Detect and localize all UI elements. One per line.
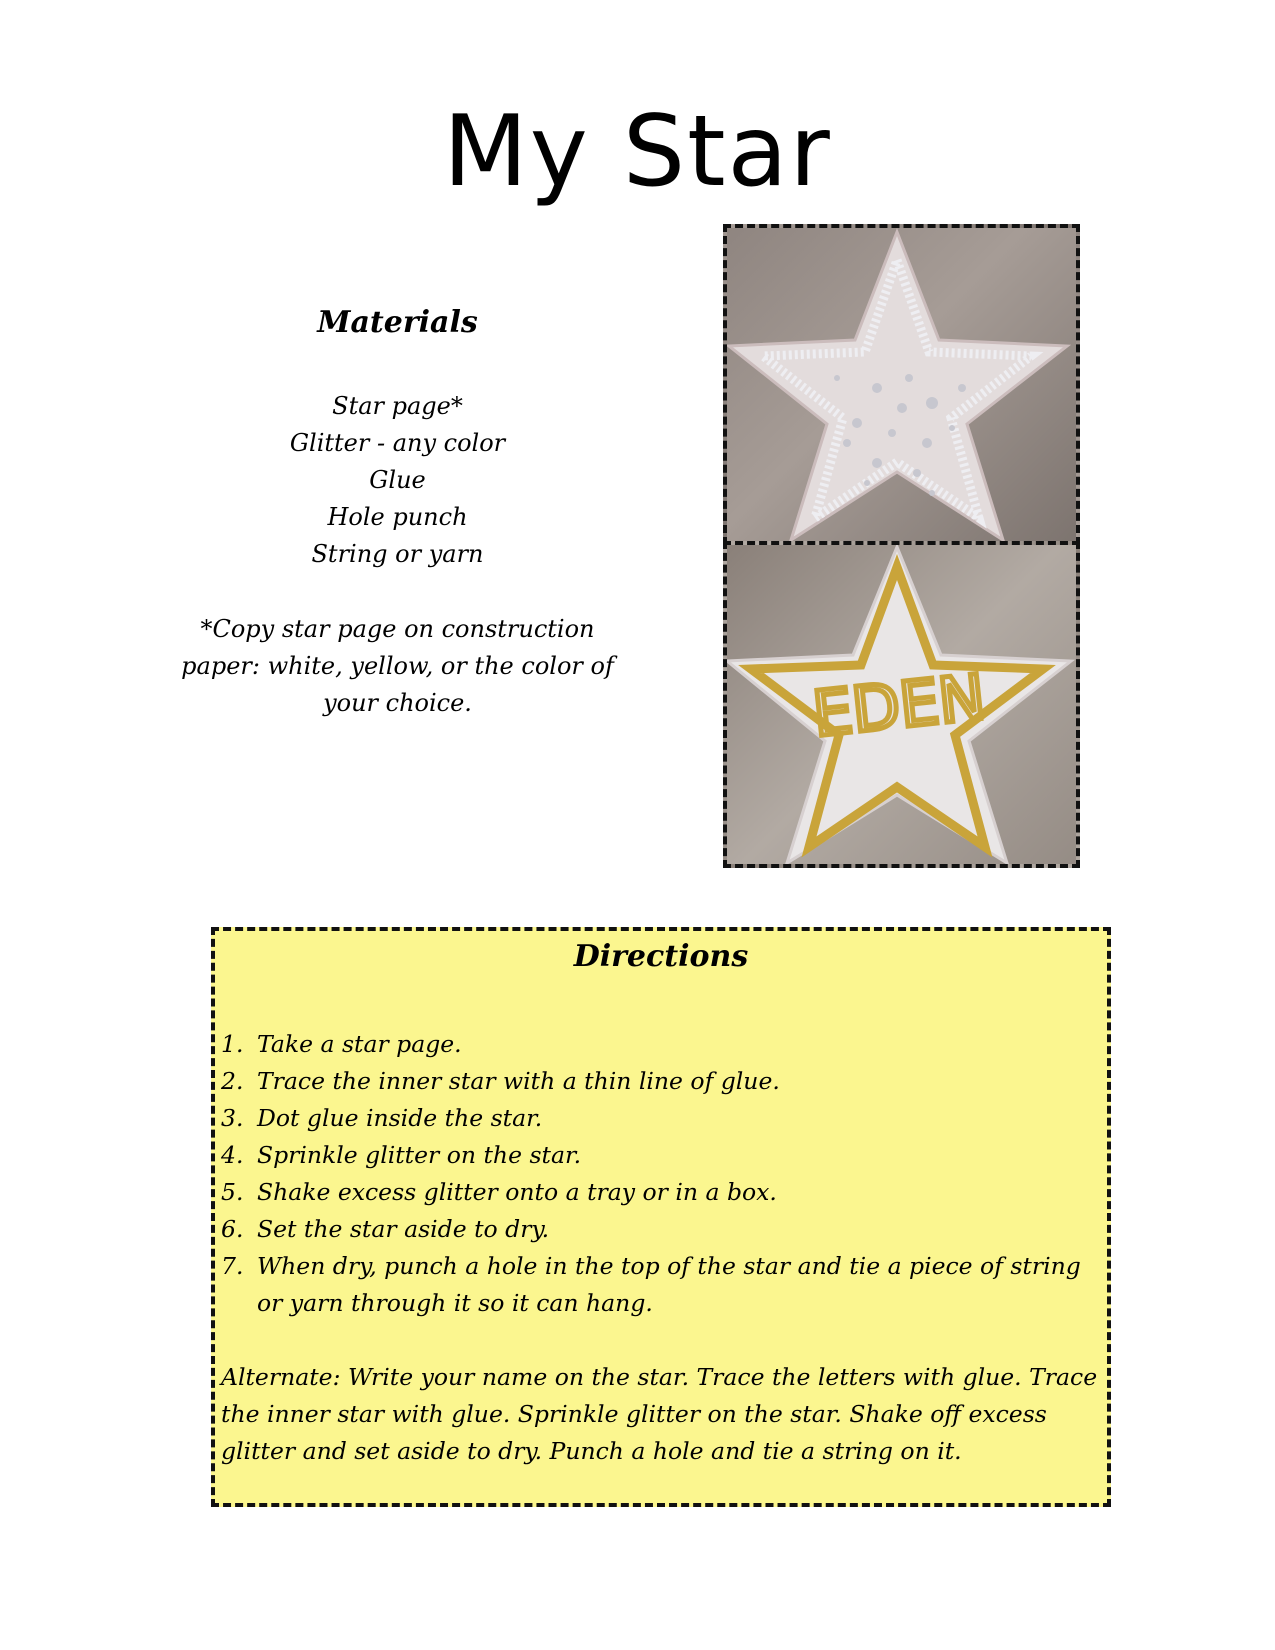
star-craft-silver-image [727, 228, 1076, 541]
step-text: Shake excess glitter onto a tray or in a box. [257, 1178, 777, 1206]
step-text: Trace the inner star with a thin line of glue. [257, 1067, 780, 1095]
materials-item: Star page* [332, 392, 463, 420]
step-text: Dot glue inside the star. [257, 1104, 543, 1132]
step-number: 1. [221, 1030, 244, 1058]
step-text: Set the star aside to dry. [257, 1215, 550, 1243]
materials-item: String or yarn [311, 540, 484, 568]
materials-heading: Materials [317, 305, 478, 340]
materials-section [175, 305, 620, 722]
step-number: 4. [221, 1141, 244, 1169]
step-number: 2. [221, 1067, 244, 1095]
step-text: When dry, punch a hole in the top of the star and tie a piece of string or yarn through it so it can hang. [257, 1252, 1081, 1317]
direction-step [221, 1174, 1101, 1211]
materials-list [175, 388, 620, 573]
direction-step [221, 1063, 1101, 1100]
star-craft-gold-image [727, 545, 1076, 864]
directions-heading: Directions [573, 939, 749, 974]
page-title: My Star [443, 95, 832, 209]
direction-step [221, 1211, 1101, 1248]
directions-list [221, 1026, 1101, 1322]
step-number: 5. [221, 1178, 244, 1206]
direction-step [221, 1100, 1101, 1137]
directions-box [211, 927, 1111, 1507]
direction-step [221, 1137, 1101, 1174]
materials-note: *Copy star page on construction paper: white, yellow, or the color of your choice. [181, 615, 614, 717]
alternate-directions: Alternate: Write your name on the star. Trace the letters with glue. Trace the inner star with glue. Sprinkle glitter on the star. Shake off excess glitter and set aside to dry. Punch a hole and tie a string on it. [221, 1363, 1098, 1465]
direction-step [221, 1248, 1101, 1322]
star-name-text: EDEN [809, 660, 989, 751]
step-number: 7. [221, 1252, 244, 1280]
step-number: 3. [221, 1104, 244, 1132]
gold-glitter-name-star-photo [723, 541, 1080, 868]
silver-glitter-star-photo [723, 224, 1080, 545]
materials-item: Hole punch [327, 503, 468, 531]
materials-item: Glue [369, 466, 426, 494]
direction-step [221, 1026, 1101, 1063]
step-number: 6. [221, 1215, 244, 1243]
step-text: Take a star page. [257, 1030, 462, 1058]
materials-item: Glitter - any color [289, 429, 506, 457]
step-text: Sprinkle glitter on the star. [257, 1141, 582, 1169]
